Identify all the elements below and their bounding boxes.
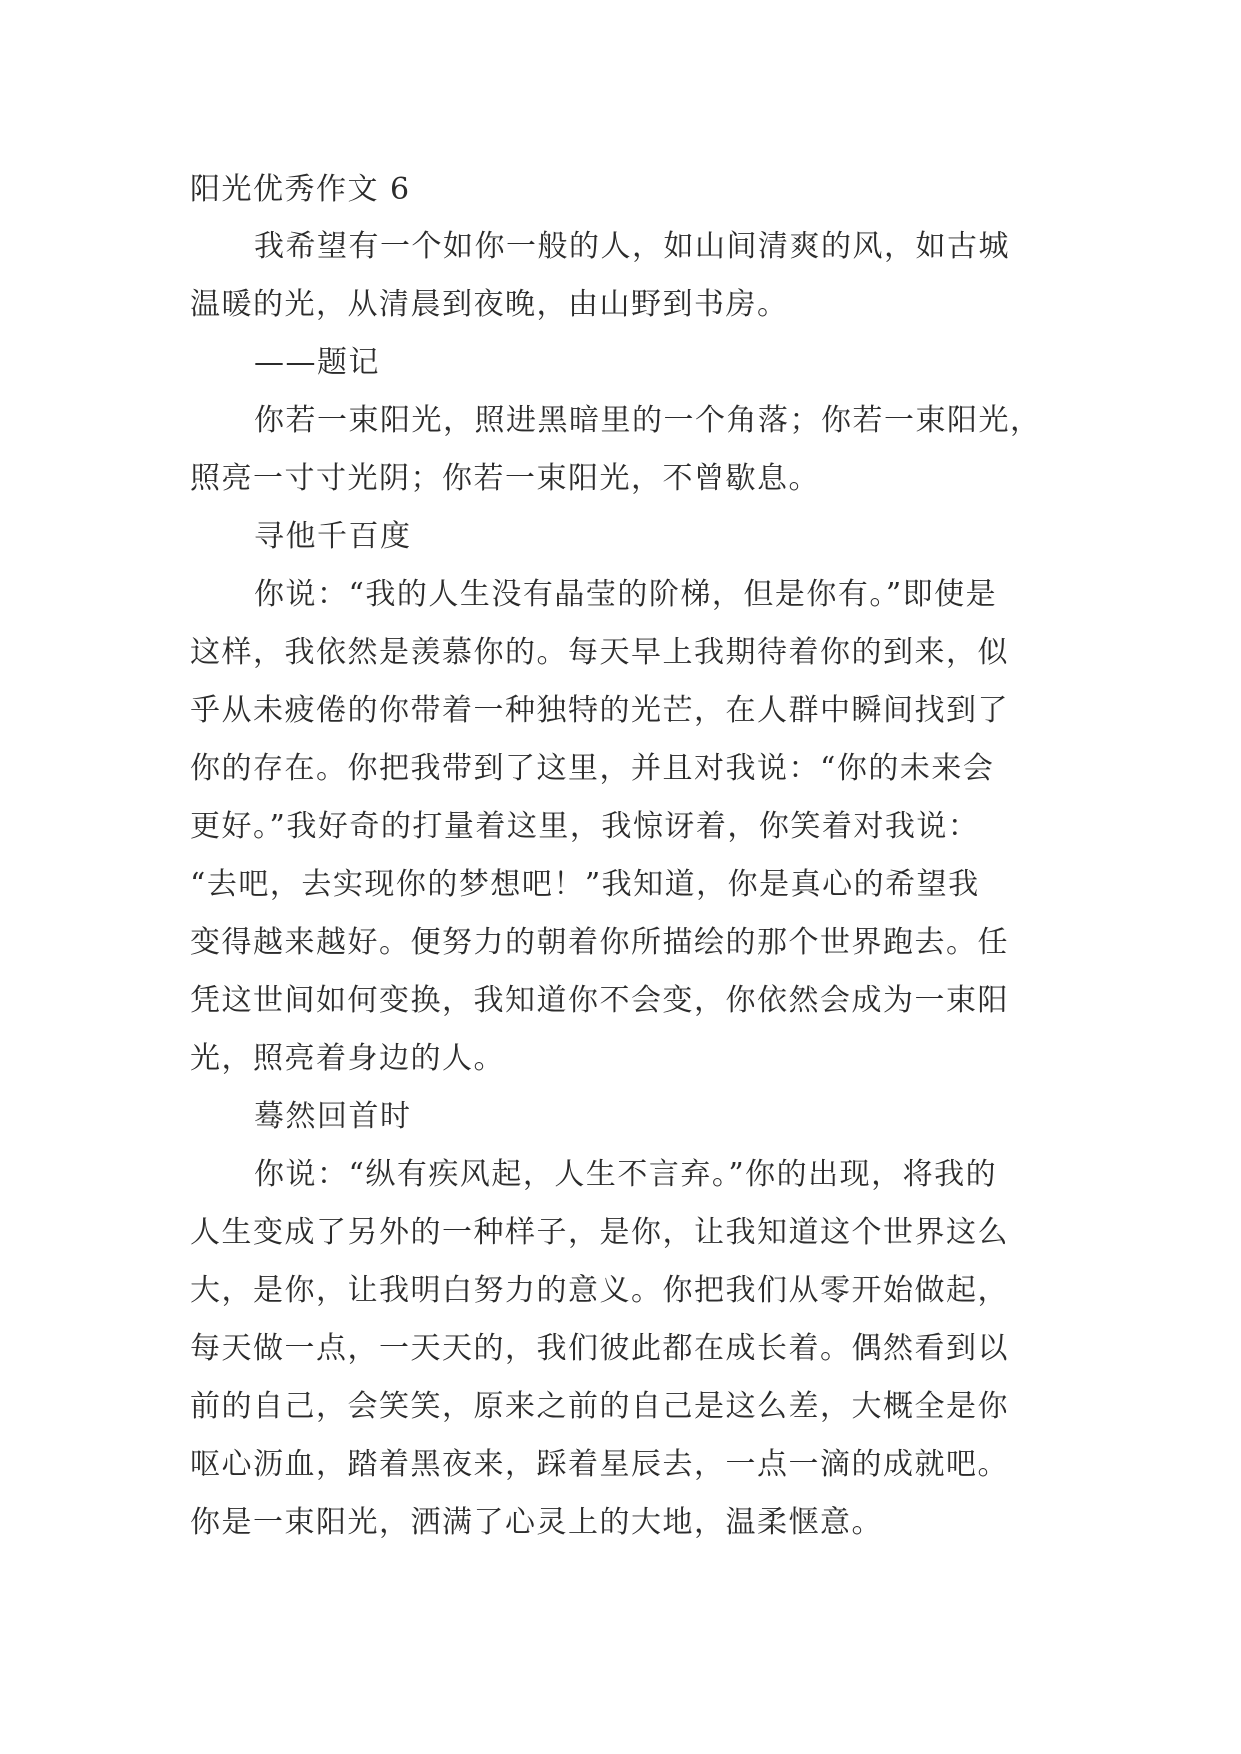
- text-line: “去吧，去实现你的梦想吧！”我知道，你是真心的希望我: [190, 867, 980, 902]
- document-title: 阳光优秀作文 6: [190, 172, 411, 207]
- text-line: 我希望有一个如你一般的人，如山间清爽的风，如古城: [254, 229, 1010, 264]
- text-line: 你说：“我的人生没有晶莹的阶梯，但是你有。”即使是: [254, 577, 998, 612]
- text-line: 呕心沥血，踏着黑夜来，踩着星辰去，一点一滴的成就吧。: [190, 1447, 1009, 1482]
- text-line: 大，是你，让我明白努力的意义。你把我们从零开始做起，: [190, 1273, 1009, 1308]
- document-body: [190, 162, 1060, 1552]
- text-line: 你的存在。你把我带到了这里，并且对我说：“你的未来会: [190, 751, 995, 786]
- text-line: 蓦然回首时: [254, 1099, 412, 1134]
- text-line: 前的自己，会笑笑，原来之前的自己是这么差，大概全是你: [190, 1389, 1009, 1424]
- text-line: 你说：“纵有疾风起，人生不言弃。”你的出现，将我的: [254, 1157, 998, 1192]
- text-line: 更好。”我好奇的打量着这里，我惊讶着，你笑着对我说：: [190, 809, 980, 844]
- text-line: 人生变成了另外的一种样子，是你，让我知道这个世界这么: [190, 1215, 1009, 1250]
- text-line: 每天做一点，一天天的，我们彼此都在成长着。偶然看到以: [190, 1331, 1009, 1366]
- text-line: 你是一束阳光，洒满了心灵上的大地，温柔惬意。: [190, 1505, 883, 1540]
- text-line: 温暖的光，从清晨到夜晚，由山野到书房。: [190, 287, 789, 322]
- text-line: 凭这世间如何变换，我知道你不会变，你依然会成为一束阳: [190, 983, 1009, 1018]
- text-line: 变得越来越好。便努力的朝着你所描绘的那个世界跑去。任: [190, 925, 1009, 960]
- text-line: 寻他千百度: [254, 519, 412, 554]
- text-line: ——题记: [254, 345, 380, 380]
- text-line: 光，照亮着身边的人。: [190, 1041, 505, 1076]
- text-line: 乎从未疲倦的你带着一种独特的光芒，在人群中瞬间找到了: [190, 693, 1009, 728]
- text-line: 这样，我依然是羡慕你的。每天早上我期待着你的到来，似: [190, 635, 1009, 670]
- text-line: 你若一束阳光，照进黑暗里的一个角落；你若一束阳光，: [254, 403, 1042, 438]
- text-line: 照亮一寸寸光阴；你若一束阳光，不曾歇息。: [190, 461, 820, 496]
